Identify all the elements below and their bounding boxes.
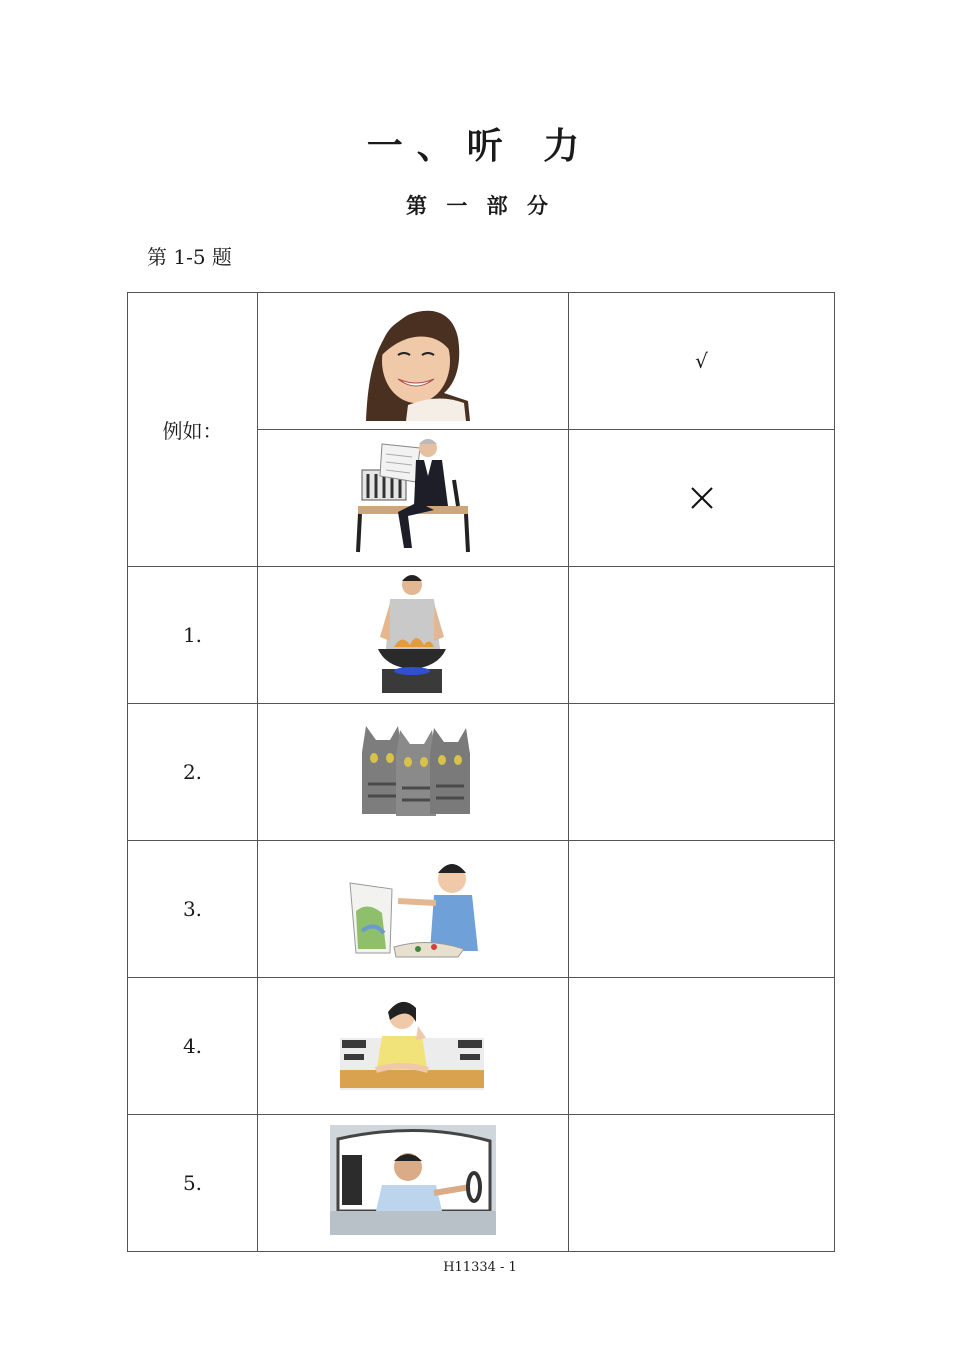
smiling-woman-photo (258, 293, 568, 425)
question-number: 1. (128, 567, 258, 704)
picture-cell (258, 1115, 569, 1252)
listening-table (127, 292, 835, 1252)
picture-cell (258, 293, 569, 430)
question-number: 2. (128, 704, 258, 841)
cross-mark-icon (690, 486, 714, 510)
boy-painting-photo (258, 841, 568, 973)
picture-cell (258, 978, 569, 1115)
page-footer: H11334 - 1 (443, 1260, 517, 1275)
question-row-2 (128, 704, 835, 841)
picture-cell (258, 704, 569, 841)
woman-in-classroom-photo (258, 978, 568, 1110)
answer-cell[interactable] (569, 978, 835, 1115)
three-cats-photo (258, 704, 568, 836)
example-label: 例如： (128, 293, 258, 567)
man-cooking-wok-photo (258, 567, 568, 699)
question-number: 3. (128, 841, 258, 978)
answer-cell[interactable] (569, 567, 835, 704)
answer-cell (569, 430, 835, 567)
question-row-5 (128, 1115, 835, 1252)
picture-cell (258, 841, 569, 978)
man-driving-car-photo (258, 1115, 568, 1247)
question-number: 5. (128, 1115, 258, 1252)
example-row-correct (128, 293, 835, 430)
man-reading-newspaper-on-bench-photo (258, 430, 568, 562)
section-title: 一、听 力 (366, 126, 594, 167)
check-mark-icon: √ (695, 349, 708, 373)
picture-cell (258, 430, 569, 567)
answer-cell[interactable] (569, 841, 835, 978)
answer-cell (569, 293, 835, 430)
answer-cell[interactable] (569, 1115, 835, 1252)
question-range-label: 第 1-5 题 (147, 245, 232, 269)
part-title: 第 一 部 分 (406, 194, 554, 218)
question-row-1 (128, 567, 835, 704)
question-row-4 (128, 978, 835, 1115)
picture-cell (258, 567, 569, 704)
answer-cell[interactable] (569, 704, 835, 841)
question-row-3 (128, 841, 835, 978)
question-number: 4. (128, 978, 258, 1115)
